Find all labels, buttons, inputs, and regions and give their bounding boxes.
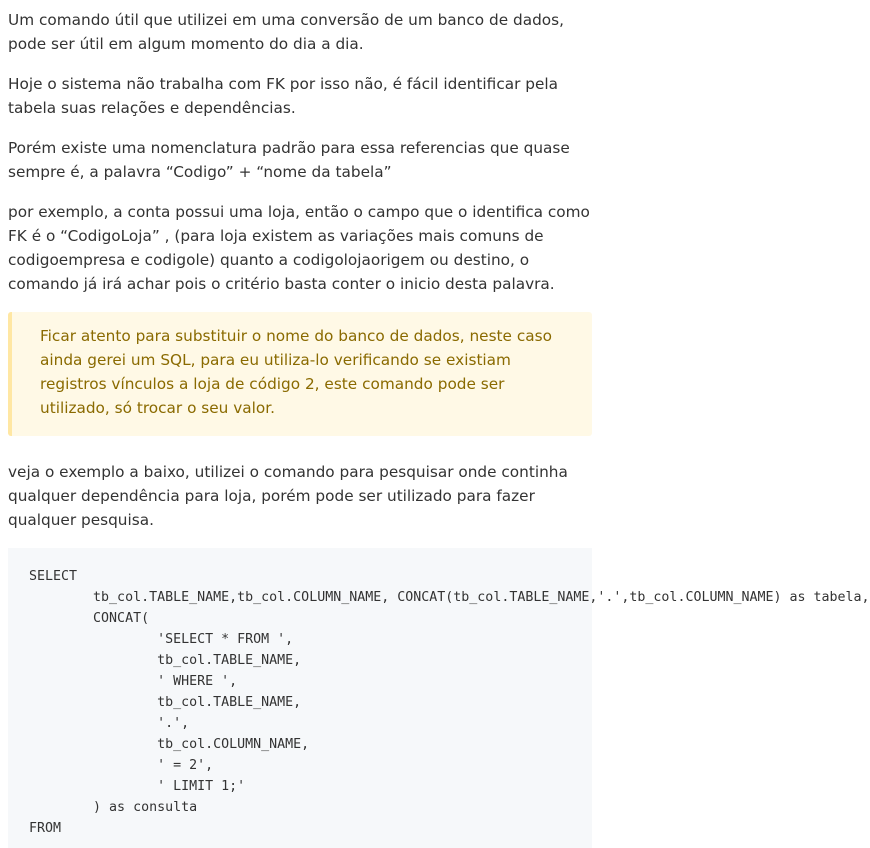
code-content [8, 548, 870, 839]
code-line: ' = 2', [29, 758, 214, 773]
warning-text: Ficar atento para substituir o nome do banco de dados, neste caso ainda gerei um SQL, para eu utiliza-lo verificando se existiam registros vínculos a loja de código 2, este comando pode ser utilizado, só trocar o seu valor. [40, 327, 552, 417]
paragraph-intro: Um comando útil que utilizei em uma conversão de um banco de dados, pode ser útil em algum momento do dia a dia. [8, 11, 564, 53]
code-line: tb_col.COLUMN_NAME, [29, 737, 310, 752]
code-line: tb_col.TABLE_NAME, [29, 653, 302, 668]
paragraph-example: por exemplo, a conta possui uma loja, então o campo que o identifica como FK é o “CodigoLoja” , (para loja existem as variações mais comuns de codigoempresa e codigole) quanto a codigolojaorigem ou destino, o comando já irá achar pois o critério basta conter o inicio desta palavra. [8, 203, 590, 293]
code-line: FROM [29, 821, 62, 836]
paragraph-naming: Porém existe uma nomenclatura padrão para essa referencias que quase sempre é, a palavra “Codigo” + “nome da tabela” [8, 139, 570, 181]
code-line: ' LIMIT 1;' [29, 779, 246, 794]
code-line: SELECT [29, 569, 78, 584]
code-line: tb_col.TABLE_NAME,tb_col.COLUMN_NAME, CONCAT(tb_col.TABLE_NAME,'.',tb_col.COLUMN_NAME) as tabela, [29, 590, 870, 605]
code-line: '.', [29, 716, 190, 731]
paragraph-no-fk: Hoje o sistema não trabalha com FK por isso não, é fácil identificar pela tabela suas relações e dependências. [8, 75, 559, 117]
code-line: ' WHERE ', [29, 674, 238, 689]
code-line: tb_col.TABLE_NAME, [29, 695, 302, 710]
code-line: 'SELECT * FROM ', [29, 632, 294, 647]
paragraph-see-example: veja o exemplo a baixo, utilizei o comando para pesquisar onde continha qualquer dependência para loja, porém pode ser utilizado para fazer qualquer pesquisa. [8, 463, 568, 529]
sql-code-block[interactable] [8, 548, 870, 848]
warning-callout [8, 312, 592, 436]
article-body [8, 8, 870, 848]
code-line: ) as consulta [29, 800, 198, 815]
code-line: CONCAT( [29, 611, 150, 626]
